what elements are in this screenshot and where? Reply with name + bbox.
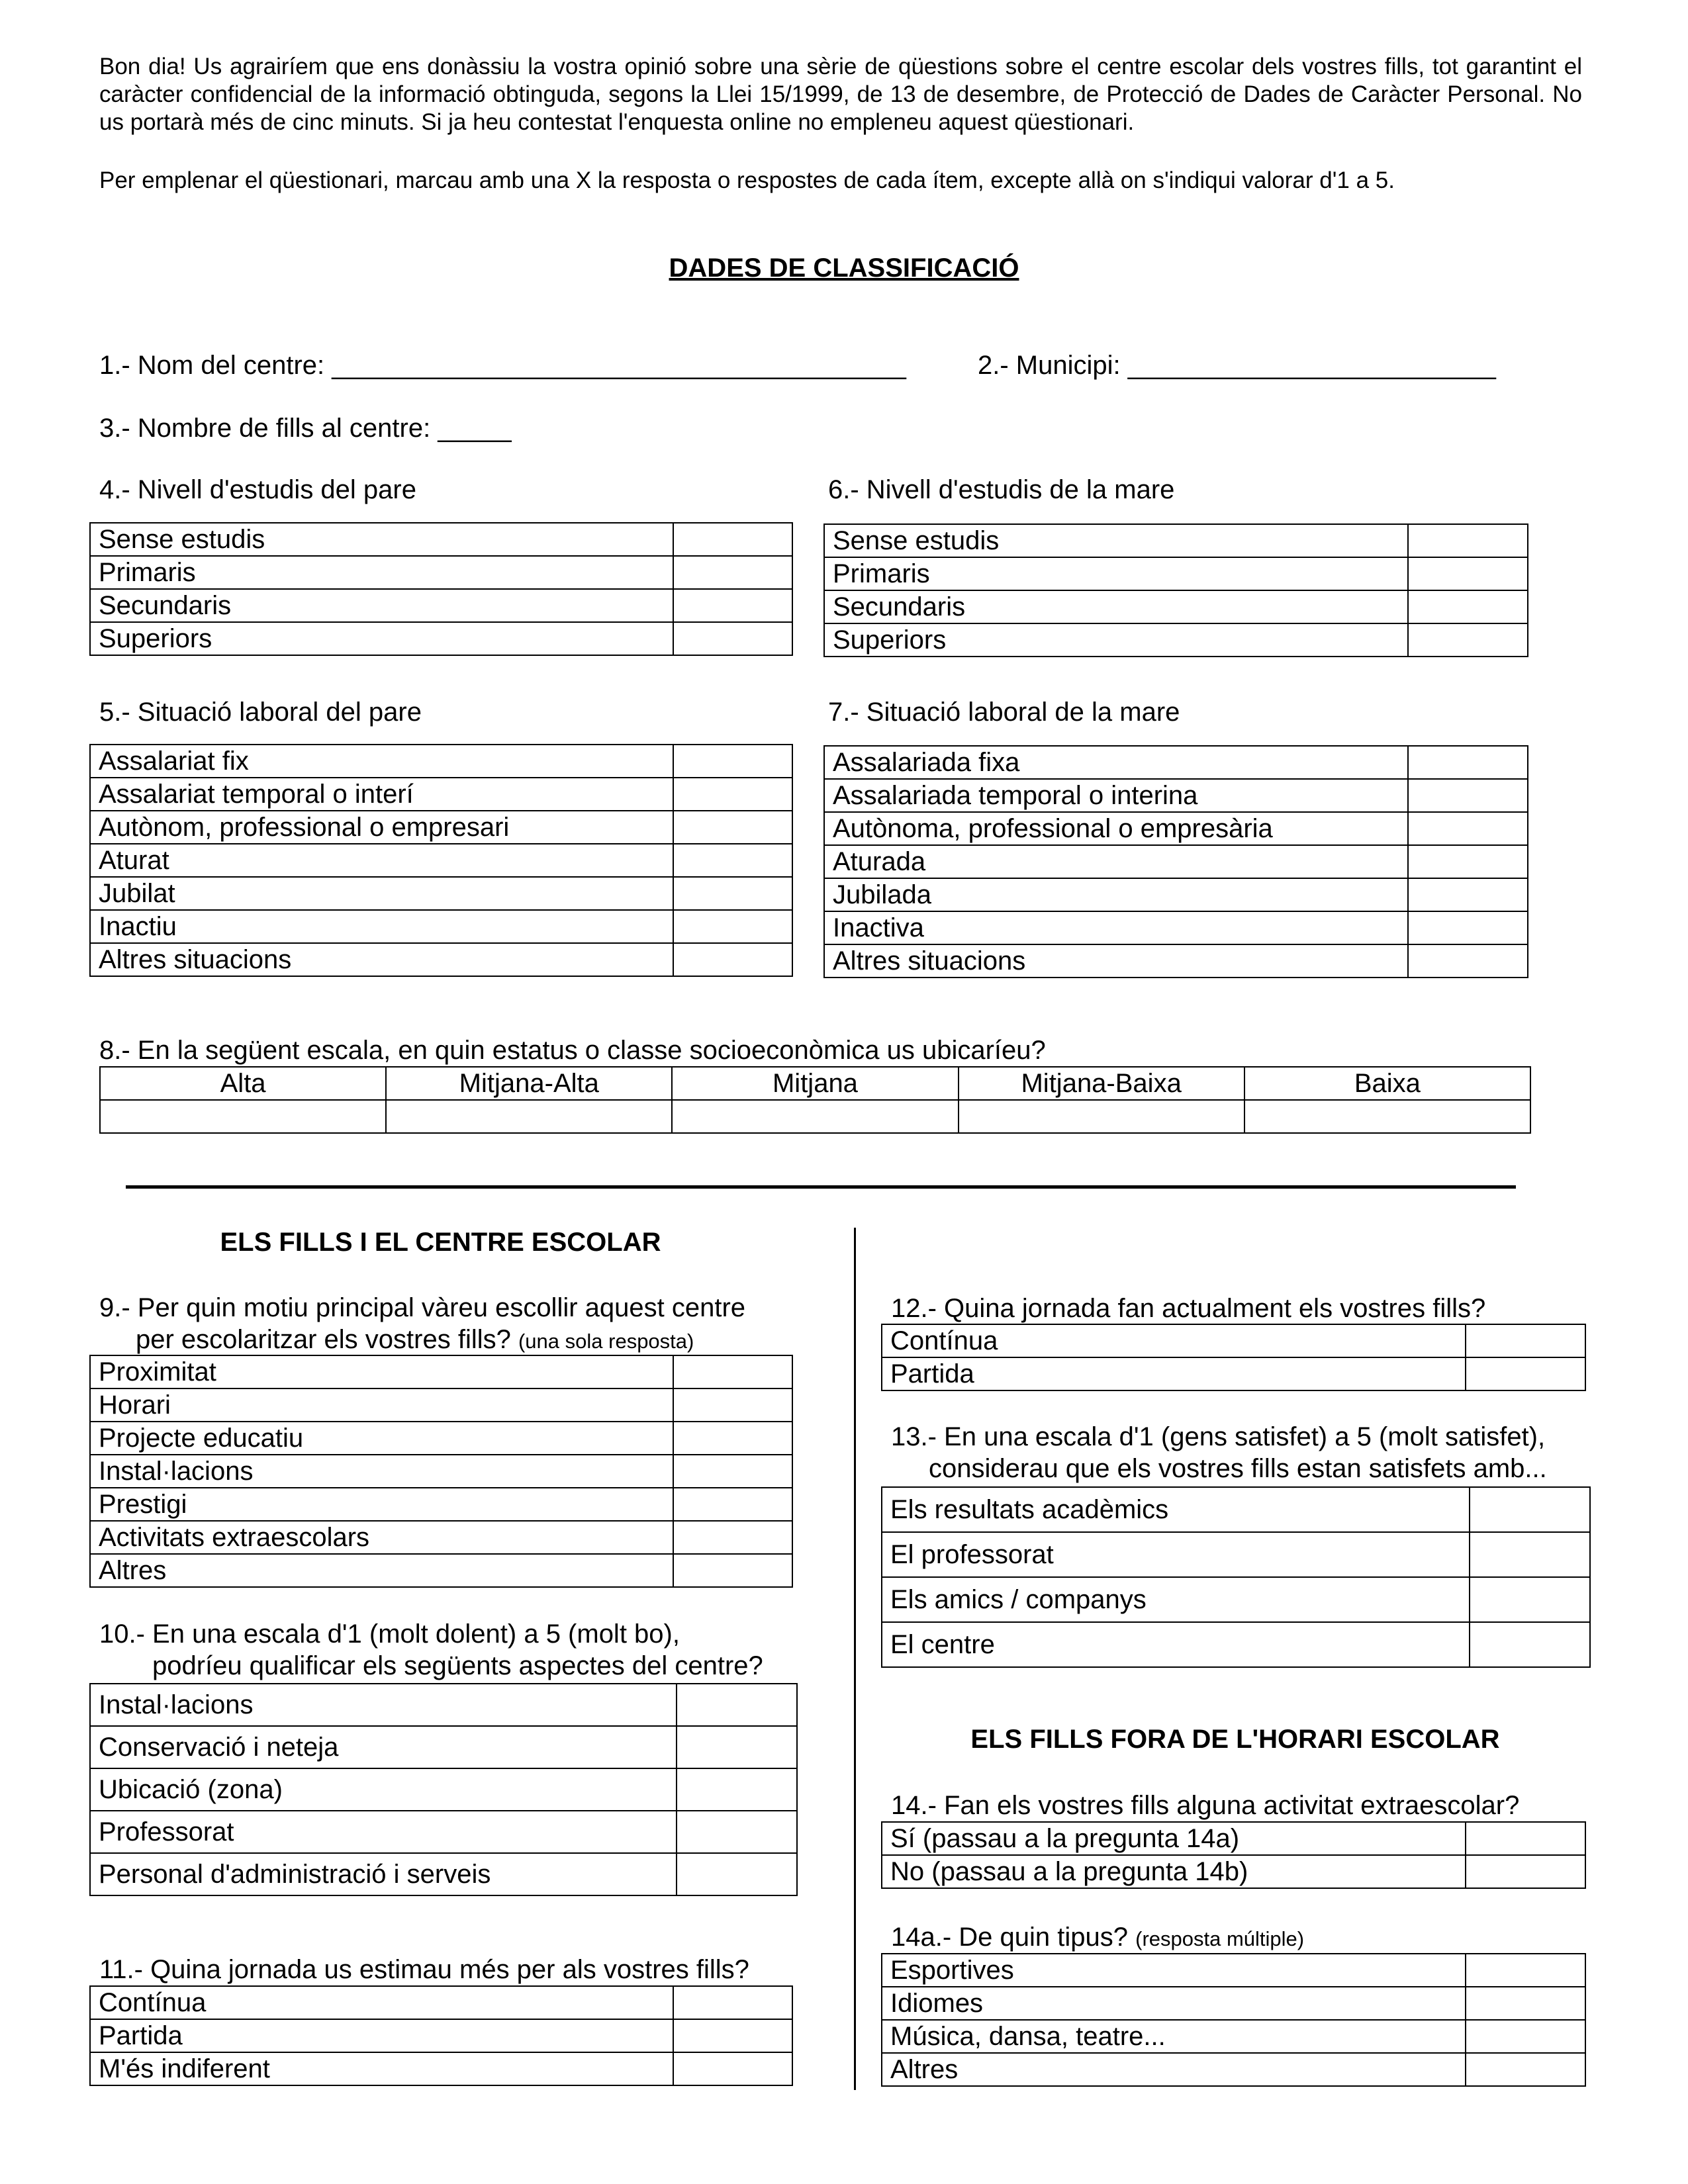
option-label: No (passau a la pregunta 14b) [882, 1855, 1466, 1888]
question-9-table [89, 1355, 793, 1588]
answer-box[interactable] [673, 1554, 792, 1587]
option-row [882, 2053, 1585, 2086]
option-label: Proximitat [90, 1355, 673, 1388]
option-row [882, 1532, 1590, 1577]
answer-box[interactable] [673, 589, 792, 622]
option-row [882, 1357, 1585, 1390]
answer-box[interactable] [1466, 1357, 1585, 1390]
option-label: M'és indiferent [90, 2052, 673, 2085]
scale-option-label: Alta [100, 1067, 386, 1100]
option-row [90, 1986, 792, 2019]
option-label: Partida [90, 2019, 673, 2052]
option-label: Sense estudis [824, 524, 1408, 557]
answer-box[interactable] [673, 1355, 792, 1388]
option-label: Secundaris [90, 589, 673, 622]
horizontal-divider [126, 1185, 1516, 1189]
question-9-line2 [136, 1324, 694, 1357]
scale-answer-box[interactable] [100, 1100, 386, 1133]
option-label: Professorat [90, 1811, 677, 1853]
option-label: Superiors [824, 623, 1408, 657]
option-row [90, 943, 792, 976]
question-1 [99, 349, 906, 381]
option-label: Autònom, professional o empresari [90, 811, 673, 844]
option-row [882, 1822, 1585, 1855]
option-row [90, 523, 792, 556]
question-8-scale-table [99, 1066, 1531, 1134]
option-row [90, 1388, 792, 1422]
question-9-note: (una sola resposta) [518, 1330, 694, 1353]
answer-box[interactable] [1408, 524, 1528, 557]
answer-box[interactable] [1466, 1987, 1585, 2020]
answer-box[interactable] [673, 943, 792, 976]
question-14a-label: 14a.- De quin tipus? [891, 1923, 1129, 1952]
question-2 [978, 349, 1496, 381]
children-count-field[interactable]: _____ [438, 414, 512, 443]
option-row [90, 589, 792, 622]
question-7-table [823, 745, 1528, 978]
option-label: Inactiva [824, 911, 1408, 944]
answer-box[interactable] [1408, 944, 1528, 978]
option-row [90, 1726, 797, 1768]
option-label: Superiors [90, 622, 673, 655]
option-label: Altres situacions [90, 943, 673, 976]
answer-box[interactable] [1408, 878, 1528, 911]
question-14a-note: (resposta múltiple) [1135, 1927, 1305, 1950]
option-row [90, 2019, 792, 2052]
option-label: Assalariat fix [90, 745, 673, 778]
answer-box[interactable] [1470, 1487, 1590, 1532]
question-10-line1: 10.- En una escala d'1 (molt dolent) a 5 (molt bo), [99, 1619, 680, 1649]
answer-box[interactable] [1466, 1822, 1585, 1855]
option-label: Projecte educatiu [90, 1422, 673, 1455]
answer-box[interactable] [1466, 1324, 1585, 1357]
question-7-label: 7.- Situació laboral de la mare [828, 698, 1180, 727]
question-11-table [89, 1985, 793, 2086]
option-row [90, 1455, 792, 1488]
option-label: Instal·lacions [90, 1455, 673, 1488]
answer-box[interactable] [1408, 911, 1528, 944]
option-label: Altres [882, 2053, 1466, 2086]
option-row [90, 910, 792, 943]
option-label: Els amics / companys [882, 1577, 1470, 1622]
answer-box[interactable] [677, 1768, 797, 1811]
question-5-label: 5.- Situació laboral del pare [99, 698, 422, 727]
question-3 [99, 412, 512, 444]
answer-box[interactable] [673, 745, 792, 778]
answer-box[interactable] [1470, 1622, 1590, 1667]
option-row [90, 877, 792, 910]
option-label: El professorat [882, 1532, 1470, 1577]
answer-box[interactable] [673, 1521, 792, 1554]
answer-box[interactable] [673, 910, 792, 943]
answer-box[interactable] [677, 1811, 797, 1853]
option-label: Aturat [90, 844, 673, 877]
option-row [882, 1324, 1585, 1357]
question-1-label: 1.- Nom del centre: [99, 351, 325, 380]
option-label: Partida [882, 1357, 1466, 1390]
option-label: Autònoma, professional o empresària [824, 812, 1408, 845]
intro-paragraph: Bon dia! Us agrairíem que ens donàssiu la vostra opinió sobre una sèrie de qüestions sobre el centre escolar dels vostres fills, tot garantint el caràcter confidencial de la informació obtinguda, segons la Llei 15/1999, de 13 de desembre, de Protecció de Dades de Caràcter Personal. No us portarà més de cinc minuts. Si ja heu contestat l'enquesta online no empleneu aquest qüestionari. [99, 54, 1582, 135]
scale-option-label: Mitjana [672, 1067, 958, 1100]
option-label: Activitats extraescolars [90, 1521, 673, 1554]
option-row [90, 844, 792, 877]
option-label: El centre [882, 1622, 1470, 1667]
section-title-out-of-school: ELS FILLS FORA DE L'HORARI ESCOLAR [970, 1725, 1500, 1754]
option-row [90, 745, 792, 778]
question-13-line2: considerau que els vostres fills estan satisfets amb... [929, 1454, 1547, 1483]
option-row [882, 2020, 1585, 2053]
answer-box[interactable] [673, 622, 792, 655]
answer-box[interactable] [673, 2019, 792, 2052]
question-2-label: 2.- Municipi: [978, 351, 1121, 380]
option-label: Idiomes [882, 1987, 1466, 2020]
question-14-table [881, 1821, 1586, 1889]
answer-box[interactable] [1408, 590, 1528, 623]
answer-box[interactable] [1466, 1954, 1585, 1987]
question-12-table [881, 1324, 1586, 1391]
instructions-paragraph: Per emplenar el qüestionari, marcau amb una X la resposta o respostes de cada ítem, excepte allà on s'indiqui valorar d'1 a 5. [99, 167, 1395, 193]
answer-box[interactable] [1408, 845, 1528, 878]
option-label: Assalariada fixa [824, 746, 1408, 779]
option-row [90, 811, 792, 844]
section-title-classification: DADES DE CLASSIFICACIÓ [669, 253, 1019, 283]
option-row [824, 524, 1528, 557]
question-6-label: 6.- Nivell d'estudis de la mare [828, 475, 1175, 504]
option-label: Contínua [90, 1986, 673, 2019]
answer-box[interactable] [1408, 812, 1528, 845]
question-13-line1: 13.- En una escala d'1 (gens satisfet) a 5 (molt satisfet), [891, 1422, 1546, 1451]
option-row [824, 944, 1528, 978]
answer-box[interactable] [1408, 623, 1528, 657]
answer-box[interactable] [1470, 1577, 1590, 1622]
option-label: Ubicació (zona) [90, 1768, 677, 1811]
option-row [90, 622, 792, 655]
question-14-label: 14.- Fan els vostres fills alguna activitat extraescolar? [891, 1791, 1520, 1820]
option-row [882, 1987, 1585, 2020]
scale-answer-box[interactable] [959, 1100, 1244, 1133]
answer-box[interactable] [677, 1684, 797, 1726]
question-4-label: 4.- Nivell d'estudis del pare [99, 475, 416, 504]
question-4-table [89, 522, 793, 656]
option-row [90, 1768, 797, 1811]
option-label: Primaris [90, 556, 673, 589]
question-5-table [89, 744, 793, 977]
option-row [882, 1487, 1590, 1532]
option-row [90, 556, 792, 589]
question-14a-line [891, 1921, 1304, 1955]
question-11-label: 11.- Quina jornada us estimau més per als vostres fills? [99, 1955, 749, 1984]
option-label: Inactiu [90, 910, 673, 943]
answer-box[interactable] [673, 778, 792, 811]
answer-box[interactable] [673, 556, 792, 589]
answer-box[interactable] [673, 877, 792, 910]
option-label: Personal d'administració i serveis [90, 1853, 677, 1895]
option-row [90, 1684, 797, 1726]
option-row [824, 845, 1528, 878]
option-row [90, 1355, 792, 1388]
question-10-line2: podríeu qualificar els següents aspectes del centre? [152, 1651, 763, 1680]
option-row [882, 1954, 1585, 1987]
option-row [90, 1422, 792, 1455]
option-row [824, 911, 1528, 944]
answer-box[interactable] [1466, 1855, 1585, 1888]
scale-answer-box[interactable] [386, 1100, 672, 1133]
option-label: Assalariada temporal o interina [824, 779, 1408, 812]
option-label: Altres situacions [824, 944, 1408, 978]
municipality-field[interactable]: _________________________ [1127, 351, 1496, 380]
question-3-label: 3.- Nombre de fills al centre: [99, 414, 431, 443]
option-label: Esportives [882, 1954, 1466, 1987]
option-row [882, 1577, 1590, 1622]
question-14a-table [881, 1953, 1586, 2087]
answer-box[interactable] [673, 1422, 792, 1455]
vertical-divider [854, 1228, 856, 2090]
answer-box[interactable] [673, 523, 792, 556]
answer-box[interactable] [677, 1853, 797, 1895]
option-label: Instal·lacions [90, 1684, 677, 1726]
option-label: Altres [90, 1554, 673, 1587]
option-row [824, 878, 1528, 911]
answer-box[interactable] [1408, 557, 1528, 590]
option-row [90, 1811, 797, 1853]
question-9-line2-text: per escolaritzar els vostres fills? [136, 1325, 511, 1354]
option-label: Jubilat [90, 877, 673, 910]
option-row [90, 2052, 792, 2085]
option-row [882, 1622, 1590, 1667]
option-label: Conservació i neteja [90, 1726, 677, 1768]
answer-box[interactable] [1466, 2020, 1585, 2053]
option-label: Els resultats acadèmics [882, 1487, 1470, 1532]
option-row [824, 557, 1528, 590]
answer-box[interactable] [677, 1726, 797, 1768]
answer-box[interactable] [673, 811, 792, 844]
option-row [90, 778, 792, 811]
option-row [824, 746, 1528, 779]
option-label: Contínua [882, 1324, 1466, 1357]
option-label: Primaris [824, 557, 1408, 590]
option-row [90, 1488, 792, 1521]
scale-option-label: Mitjana-Alta [386, 1067, 672, 1100]
option-label: Sí (passau a la pregunta 14a) [882, 1822, 1466, 1855]
option-row [90, 1521, 792, 1554]
scale-option-label: Baixa [1244, 1067, 1530, 1100]
answer-box[interactable] [1466, 2053, 1585, 2086]
answer-box[interactable] [1470, 1532, 1590, 1577]
option-label: Secundaris [824, 590, 1408, 623]
option-label: Aturada [824, 845, 1408, 878]
answer-box[interactable] [673, 1388, 792, 1422]
answer-box[interactable] [1408, 779, 1528, 812]
question-12-label: 12.- Quina jornada fan actualment els vostres fills? [891, 1294, 1486, 1323]
option-label: Horari [90, 1388, 673, 1422]
option-row [90, 1853, 797, 1895]
scale-option-label: Mitjana-Baixa [959, 1067, 1244, 1100]
answer-box[interactable] [673, 844, 792, 877]
option-label: Assalariat temporal o interí [90, 778, 673, 811]
option-row [882, 1855, 1585, 1888]
question-6-table [823, 523, 1528, 657]
question-8-label: 8.- En la següent escala, en quin estatus o classe socioeconòmica us ubicaríeu? [99, 1036, 1046, 1065]
answer-box[interactable] [673, 1986, 792, 2019]
option-row [90, 1554, 792, 1587]
question-10-table [89, 1683, 798, 1896]
answer-box[interactable] [673, 1455, 792, 1488]
answer-box[interactable] [1408, 746, 1528, 779]
question-9-line1: 9.- Per quin motiu principal vàreu escollir aquest centre [99, 1293, 746, 1322]
option-row [824, 623, 1528, 657]
question-13-table [881, 1486, 1591, 1668]
school-name-field[interactable]: _______________________________________ [332, 351, 906, 380]
answer-box[interactable] [673, 2052, 792, 2085]
option-label: Jubilada [824, 878, 1408, 911]
option-row [824, 779, 1528, 812]
option-label: Sense estudis [90, 523, 673, 556]
option-row [824, 812, 1528, 845]
option-row [824, 590, 1528, 623]
option-label: Prestigi [90, 1488, 673, 1521]
option-label: Música, dansa, teatre... [882, 2020, 1466, 2053]
scale-answer-box[interactable] [1244, 1100, 1530, 1133]
section-title-children-school: ELS FILLS I EL CENTRE ESCOLAR [220, 1228, 661, 1257]
answer-box[interactable] [673, 1488, 792, 1521]
scale-answer-box[interactable] [672, 1100, 958, 1133]
